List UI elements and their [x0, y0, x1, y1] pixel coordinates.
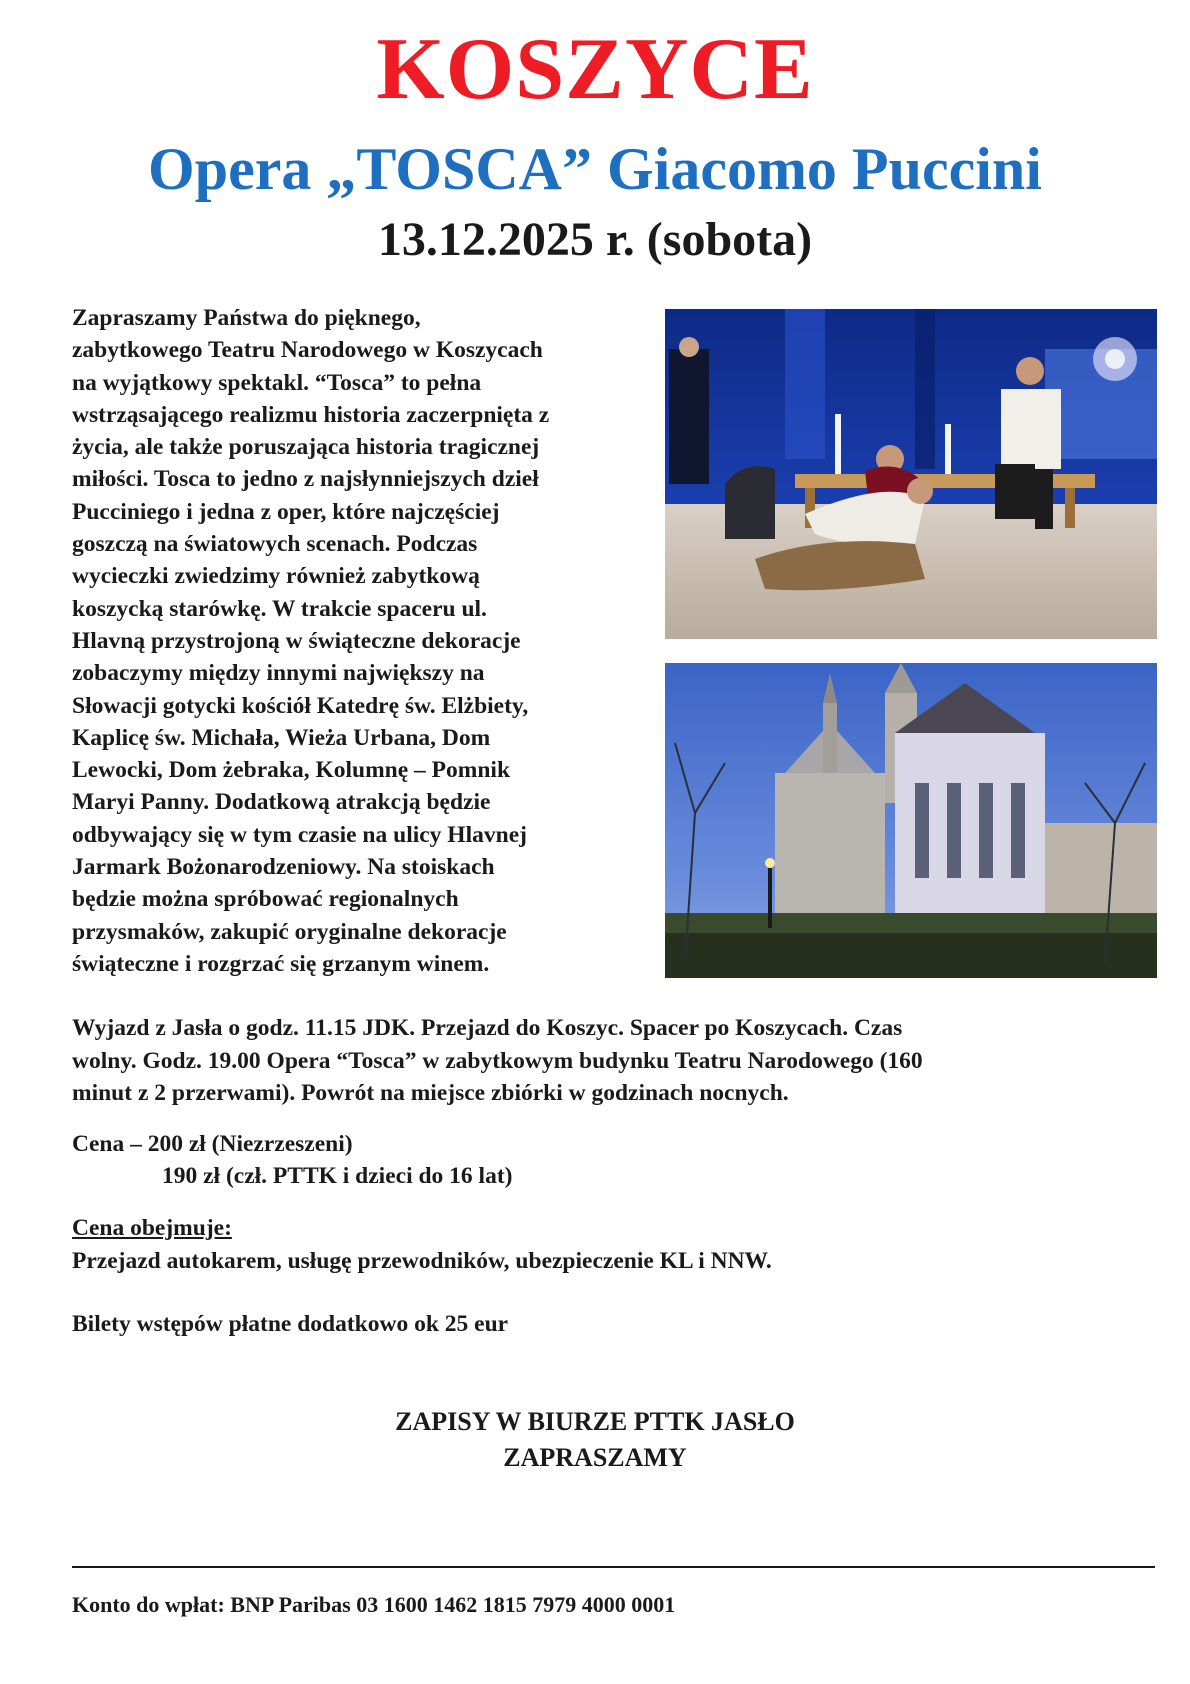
- event-date: 13.12.2025 r. (sobota): [377, 213, 813, 266]
- cathedral-night-photo: [665, 663, 1157, 978]
- trip-line: wolny. Godz. 19.00 Opera “Tosca” w zabytkowym budynku Teatru Narodowego (160: [72, 1047, 923, 1074]
- intro-line: życia, ale także poruszająca historia tragicznej: [72, 434, 540, 461]
- tickets-note: Bilety wstępów płatne dodatkowo ok 25 eur: [72, 1311, 509, 1337]
- intro-line: Kaplicę św. Michała, Wieża Urbana, Dom: [72, 724, 491, 751]
- intro-line: na wyjątkowy spektakl. “Tosca” to pełna: [72, 369, 482, 396]
- intro-line: Hlavną przystrojoną w świąteczne dekoracje: [72, 627, 521, 654]
- trip-description: [72, 1012, 1122, 1110]
- intro-line: będzie można spróbować regionalnych: [72, 886, 459, 913]
- intro-line: Jarmark Bożonarodzeniowy. Na stoiskach: [72, 854, 495, 881]
- intro-line: koszycką starówkę. W trakcie spaceru ul.: [72, 595, 487, 622]
- intro-line: świąteczne i rozgrzać się grzanym winem.: [72, 950, 490, 977]
- intro-line: zobaczymy między innymi największy na: [72, 660, 485, 687]
- event-title: Opera „TOSCA” Giacomo Puccini: [148, 136, 1042, 202]
- trip-line: minut z 2 przerwami). Powrót na miejsce zbiórki w godzinach nocnych.: [72, 1080, 789, 1106]
- trip-line: Wyjazd z Jasła o godz. 11.15 JDK. Przejazd do Koszyc. Spacer po Koszycach. Czas: [72, 1015, 903, 1041]
- intro-line: przysmaków, zakupić oryginalne dekoracje: [72, 918, 507, 945]
- intro-line: Zapraszamy Państwa do pięknego,: [72, 305, 421, 331]
- includes-text: Przejazd autokarem, usługę przewodników, ubezpieczenie KL i NNW.: [72, 1248, 772, 1274]
- intro-line: odbywający się w tym czasie na ulicy Hlavnej: [72, 821, 527, 848]
- intro-line: Słowacji gotycki kościół Katedrę św. Elżbiety,: [72, 692, 529, 719]
- bank-account: Konto do wpłat: BNP Paribas 03 1600 1462 1815 7979 4000 0001: [72, 1592, 676, 1617]
- price-reduced: 190 zł (czł. PTTK i dzieci do 16 lat): [162, 1163, 513, 1189]
- intro-line: goszczą na światowych scenach. Podczas: [72, 531, 478, 558]
- invitation-line: ZAPRASZAMY: [503, 1443, 687, 1472]
- intro-line: Lewocki, Dom żebraka, Kolumnę – Pomnik: [72, 757, 511, 784]
- intro-line: Maryi Panny. Dodatkową atrakcją będzie: [72, 789, 491, 816]
- intro-paragraph: [72, 302, 662, 980]
- city-title: KOSZYCE: [376, 21, 814, 118]
- intro-line: wycieczki zwiedzimy również zabytkową: [72, 563, 480, 590]
- intro-line: miłości. Tosca to jedno z najsłynniejszych dzieł: [72, 466, 539, 493]
- intro-line: Pucciniego i jedna z oper, które najczęściej: [72, 498, 500, 525]
- registration-line: ZAPISY W BIURZE PTTK JASŁO: [395, 1407, 795, 1436]
- price-standard: Cena – 200 zł (Niezrzeszeni): [72, 1131, 353, 1157]
- footer-divider: [72, 1566, 1155, 1568]
- intro-line: zabytkowego Teatru Narodowego w Koszycach: [72, 337, 543, 364]
- intro-line: wstrząsającego realizmu historia zaczerpnięta z: [72, 401, 550, 428]
- includes-heading: Cena obejmuje:: [72, 1215, 232, 1241]
- opera-stage-photo: [665, 309, 1157, 639]
